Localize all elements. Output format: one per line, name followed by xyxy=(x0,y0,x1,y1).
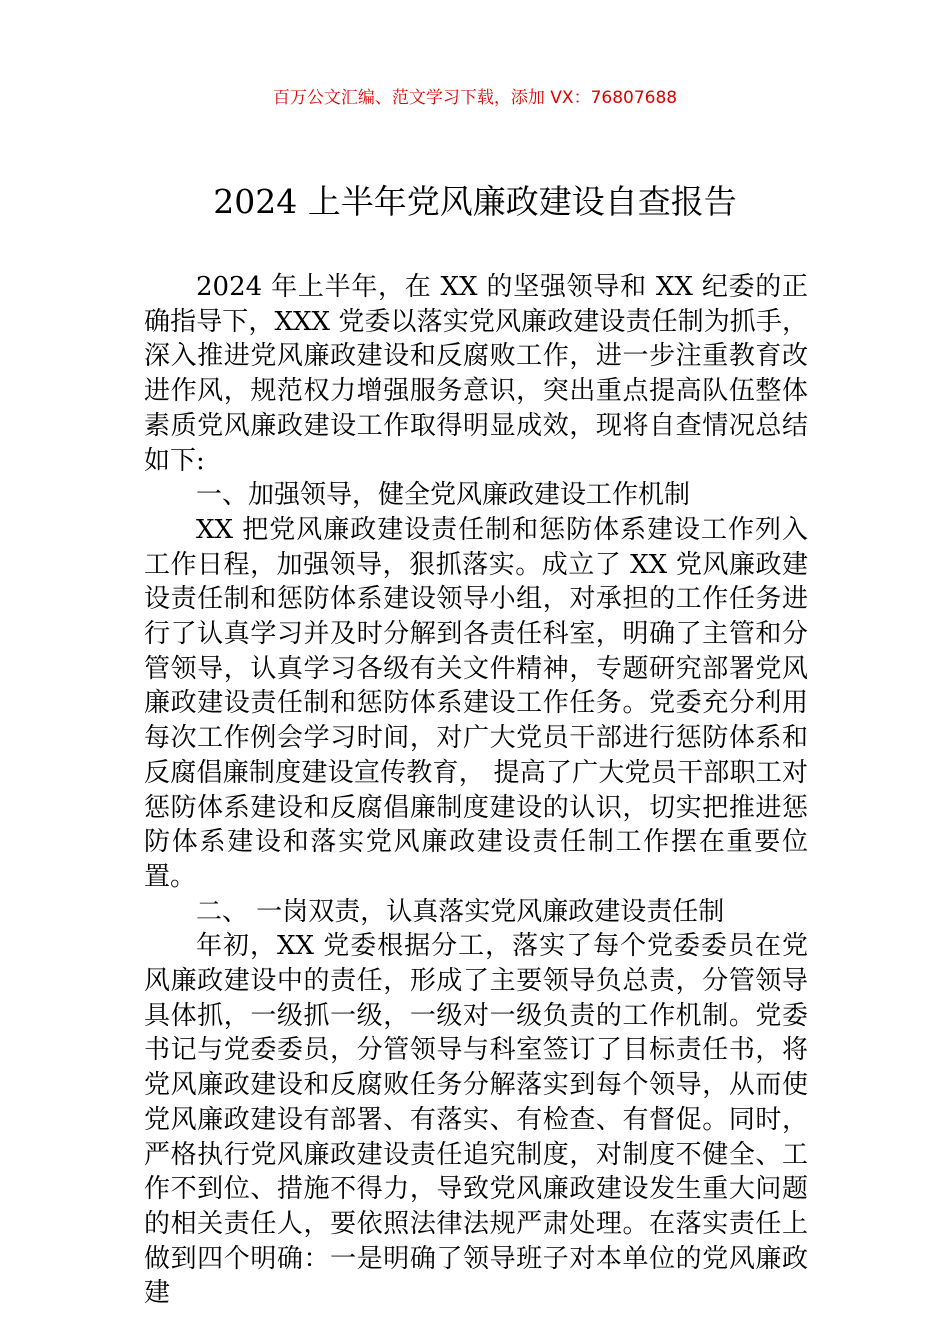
section-2-paragraph: 年初，XX 党委根据分工，落实了每个党委委员在党风廉政建设中的责任，形成了主要领导负总责，分管领导具体抓，一级抓一级，一级对一级负责的工作机制。党委书记与党委委员，分管领导与科室签订了目标责任书，将党风廉政建设和反腐败任务分解落实到每个领导，从而使党风廉政建设有部署、有落实、有检查、有督促。同时，严格执行党风廉政建设责任追究制度，对制度不健全、工作不到位、措施不得力，导致党风廉政建设发生重大问题的相关责任人，要依照法律法规严肃处理。在落实责任上做到四个明确：一是明确了领导班子对本单位的党风廉政建 xyxy=(144,931,808,1309)
section-heading-2: 二、 一岗双责，认真落实党风廉政建设责任制 xyxy=(196,896,725,927)
promo-banner: 百万公文汇编、范文学习下载，添加 VX：76807688 xyxy=(272,88,678,108)
intro-paragraph: 2024 年上半年，在 XX 的坚强领导和 XX 纪委的正确指导下，XXX 党委以落实党风廉政建设责任制为抓手，深入推进党风廉政建设和反腐败工作，进一步注重教育改进作风，规范权力增强服务意识，突出重点提高队伍整体素质党风廉政建设工作取得明显成效，现将自查情况总结如下: xyxy=(144,272,808,476)
section-heading-1: 一、加强领导，健全党风廉政建设工作机制 xyxy=(196,480,691,511)
document-title: 2024 上半年党风廉政建设自查报告 xyxy=(213,182,737,221)
section-1-paragraph: XX 把党风廉政建设责任制和惩防体系建设工作列入工作日程，加强领导，狠抓落实。成立了 XX 党风廉政建设责任制和惩防体系建设领导小组，对承担的工作任务进行了认真学习并及时分解到各责任科室，明确了主管和分管领导，认真学习各级有关文件精神，专题研究部署党风廉政建设责任制和惩防体系建设工作任务。党委充分利用每次工作例会学习时间，对广大党员干部进行惩防体系和反腐倡廉制度建设宣传教育， 提高了广大党员干部职工对惩防体系建设和反腐倡廉制度建设的认识，切实把推进惩防体系建设和落实党风廉政建设责任制工作摆在重要位置。 xyxy=(144,514,808,892)
document-body xyxy=(144,270,808,1311)
